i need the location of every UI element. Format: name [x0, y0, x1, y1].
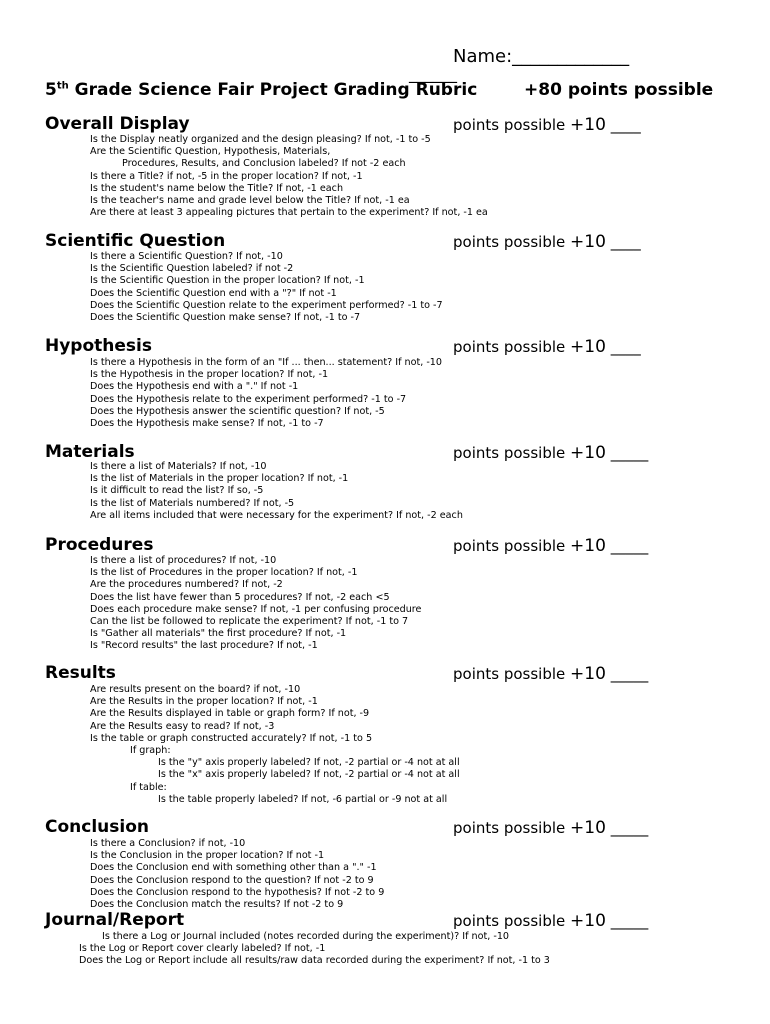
score-blank: _____ [610, 819, 649, 837]
points-possible-scientific-question [453, 232, 641, 252]
title-text: Grade Science Fair Project Grading Rubric [68, 80, 478, 100]
criterion-results: Is the table properly labeled? If not, -6 partial or -9 not at all [158, 793, 448, 805]
points-possible-materials [453, 443, 648, 463]
section-title-conclusion: Conclusion [45, 817, 149, 837]
criterion-journal-report: Is the Log or Report cover clearly labeled? If not, -1 [79, 943, 326, 955]
points-label: points possible [453, 819, 566, 837]
criterion-overall-display: Is the Display neatly organized and the design pleasing? If not, -1 to -5 [90, 134, 431, 145]
points-value: +10 [570, 337, 606, 357]
points-label: points possible [453, 233, 566, 251]
score-blank: _____ [610, 665, 649, 683]
score-blank: _____ [610, 912, 649, 930]
criterion-procedures: Is "Record results" the last procedure? If not, -1 [90, 640, 318, 652]
criterion-overall-display: Is the teacher's name and grade level below the Title? If not, -1 ea [90, 195, 410, 206]
criterion-journal-report: Is there a Log or Journal included (notes recorded during the experiment)? If not, -10 [102, 931, 510, 942]
criterion-scientific-question: Is there a Scientific Question? If not, -10 [90, 251, 283, 262]
score-blank: ____ [610, 338, 641, 356]
criterion-results: Are the Results easy to read? If not, -3 [90, 720, 275, 732]
criterion-materials: Are all items included that were necessary for the experiment? If not, -2 each [90, 509, 463, 521]
points-possible-hypothesis [453, 337, 641, 357]
criterion-conclusion: Does the Conclusion match the results? If not -2 to 9 [90, 899, 344, 910]
criterion-materials: Is it difficult to read the list? If so, -5 [90, 485, 264, 497]
name-field-label: Name:_____________ [453, 46, 630, 67]
points-label: points possible [453, 338, 566, 356]
criterion-overall-display: Are the Scientific Question, Hypothesis, Materials, [90, 146, 331, 158]
criterion-overall-display: Procedures, Results, and Conclusion labeled? If not -2 each [122, 158, 406, 170]
criterion-overall-display: Is there a Title? if not, -5 in the proper location? If not, -1 [90, 170, 363, 182]
criterion-conclusion: Does the Conclusion respond to the hypothesis? If not -2 to 9 [90, 886, 385, 898]
criterion-scientific-question: Is the Scientific Question in the proper location? If not, -1 [90, 275, 365, 287]
criterion-results: Is the table or graph constructed accurately? If not, -1 to 5 [90, 732, 373, 744]
criterion-hypothesis: Does the Hypothesis make sense? If not, -1 to -7 [90, 418, 324, 429]
criterion-procedures: Does each procedure make sense? If not, -1 per confusing procedure [90, 603, 422, 615]
criterion-procedures: Are the procedures numbered? If not, -2 [90, 579, 283, 591]
criterion-results: Are the Results in the proper location? If not, -1 [90, 696, 318, 708]
points-possible-results [453, 664, 648, 684]
points-possible-conclusion [453, 818, 648, 838]
criterion-scientific-question: Does the Scientific Question make sense? If not, -1 to -7 [90, 312, 361, 323]
points-value: +10 [570, 115, 606, 135]
section-title-procedures: Procedures [45, 535, 154, 555]
section-title-hypothesis: Hypothesis [45, 336, 152, 356]
criterion-materials: Is the list of Materials in the proper location? If not, -1 [90, 473, 349, 485]
criterion-results: Are the Results displayed in table or graph form? If not, -9 [90, 708, 370, 720]
points-possible-overall-display [453, 115, 641, 135]
criterion-procedures: Is "Gather all materials" the first procedure? If not, -1 [90, 628, 347, 640]
points-value: +10 [570, 443, 606, 463]
section-title-overall-display: Overall Display [45, 114, 190, 134]
criterion-overall-display: Is the student's name below the Title? If not, -1 each [90, 182, 344, 194]
name-underline: ______ [409, 64, 457, 83]
points-label: points possible [453, 116, 566, 134]
criterion-conclusion: Does the Conclusion end with something other than a "." -1 [90, 862, 377, 874]
criterion-results: If table: [130, 781, 167, 793]
criterion-procedures: Does the list have fewer than 5 procedures? If not, -2 each <5 [90, 591, 390, 603]
section-title-journal-report: Journal/Report [45, 910, 185, 930]
criterion-procedures: Can the list be followed to replicate the experiment? If not, -1 to 7 [90, 616, 409, 627]
criterion-hypothesis: Is the Hypothesis in the proper location? If not, -1 [90, 369, 329, 381]
points-label: points possible [453, 912, 566, 930]
criterion-scientific-question: Is the Scientific Question labeled? if not -2 [90, 263, 294, 275]
title-grade: 5 [45, 80, 57, 100]
criterion-results: Is the "x" axis properly labeled? If not, -2 partial or -4 not at all [158, 769, 460, 781]
criterion-procedures: Is there a list of procedures? If not, -10 [90, 555, 277, 566]
criterion-hypothesis: Does the Hypothesis end with a "." If not -1 [90, 381, 299, 393]
total-points: +80 points possible [524, 80, 714, 100]
criterion-conclusion: Is there a Conclusion? if not, -10 [90, 838, 246, 849]
title-superscript: th [56, 80, 69, 92]
criterion-hypothesis: Does the Hypothesis answer the scientific question? If not, -5 [90, 405, 385, 417]
points-label: points possible [453, 537, 566, 555]
criterion-materials: Is the list of Materials numbered? If not, -5 [90, 497, 295, 509]
section-title-results: Results [45, 663, 116, 683]
points-value: +10 [570, 818, 606, 838]
page-title [45, 80, 477, 100]
criterion-conclusion: Does the Conclusion respond to the question? If not -2 to 9 [90, 874, 374, 886]
criterion-overall-display: Are there at least 3 appealing pictures that pertain to the experiment? If not, -1 ea [90, 207, 488, 219]
points-label: points possible [453, 444, 566, 462]
score-blank: _____ [610, 444, 649, 462]
score-blank: ____ [610, 233, 641, 251]
score-blank: ____ [610, 116, 641, 134]
criterion-conclusion: Is the Conclusion in the proper location? If not -1 [90, 850, 325, 862]
criterion-scientific-question: Does the Scientific Question relate to the experiment performed? -1 to -7 [90, 299, 443, 311]
criterion-hypothesis: Is there a Hypothesis in the form of an "If ... then... statement? If not, -10 [90, 357, 443, 368]
points-value: +10 [570, 911, 606, 931]
criterion-materials: Is there a list of Materials? If not, -10 [90, 461, 267, 472]
criterion-results: Is the "y" axis properly labeled? If not, -2 partial or -4 not at all [158, 757, 460, 769]
criterion-results: If graph: [130, 745, 171, 756]
criterion-hypothesis: Does the Hypothesis relate to the experiment performed? -1 to -7 [90, 393, 407, 405]
criterion-scientific-question: Does the Scientific Question end with a "?" If not -1 [90, 287, 337, 299]
section-title-materials: Materials [45, 442, 135, 462]
criterion-procedures: Is the list of Procedures in the proper location? If not, -1 [90, 567, 358, 579]
points-label: points possible [453, 665, 566, 683]
criterion-journal-report: Does the Log or Report include all results/raw data recorded during the experiment? If not, -1 to 3 [79, 955, 550, 967]
points-possible-journal-report [453, 911, 648, 931]
points-value: +10 [570, 536, 606, 556]
section-title-scientific-question: Scientific Question [45, 231, 226, 251]
points-value: +10 [570, 664, 606, 684]
points-possible-procedures [453, 536, 648, 556]
points-value: +10 [570, 232, 606, 252]
criterion-results: Are results present on the board? if not, -10 [90, 684, 301, 695]
score-blank: _____ [610, 537, 649, 555]
